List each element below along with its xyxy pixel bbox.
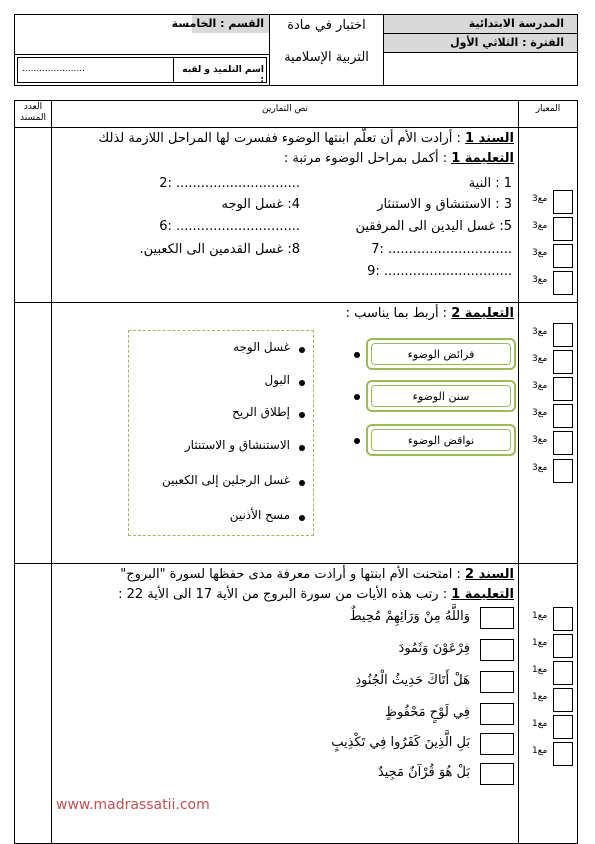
order-answer-box[interactable] xyxy=(480,703,514,725)
score-checkbox[interactable] xyxy=(553,404,573,428)
item-label: غسل الرجلين إلى الكعبين xyxy=(161,473,290,487)
criterion-mark: مع1 xyxy=(532,719,548,729)
score-checkbox[interactable] xyxy=(553,607,573,631)
item-dot[interactable] xyxy=(299,347,305,353)
step-8: 8: غسل القدمين الى الكعبين. xyxy=(139,242,300,257)
instruction-3: التعليمة 1 : رتب هذه الأيات من سورة البروج من الأية 17 الى الأية 22 : xyxy=(118,587,514,602)
student-name-label: اسم التلميذ و لقبه : xyxy=(182,65,264,85)
step-7-blank[interactable]: 7: .............................. xyxy=(371,242,512,257)
item-label: غسل الوجه xyxy=(233,340,290,354)
col-score-header: العدد المسند xyxy=(20,102,46,123)
score-checkbox[interactable] xyxy=(553,688,573,712)
order-answer-box[interactable] xyxy=(480,733,514,755)
criterion-mark: مع3 xyxy=(532,248,548,258)
step-3: 3 : الاستنشاق و الاستنثار xyxy=(377,197,512,212)
criterion-mark: مع3 xyxy=(532,275,548,285)
score-checkbox[interactable] xyxy=(553,244,573,268)
category-box: نواقض الوضوء xyxy=(366,424,516,456)
verse: وَاللَّهُ مِنْ وَرَائِهِمْ مُحِيطٌ xyxy=(349,609,470,624)
category-dot[interactable] xyxy=(354,394,360,400)
score-checkbox[interactable] xyxy=(553,190,573,214)
criterion-mark: مع3 xyxy=(532,327,548,337)
score-checkbox[interactable] xyxy=(553,323,573,347)
website-link[interactable]: www.madrassatii.com xyxy=(56,797,210,813)
class-label: القسم : الخامسة xyxy=(171,17,264,30)
item-label: إطلاق الريح xyxy=(232,405,290,419)
order-answer-box[interactable] xyxy=(480,763,514,785)
order-answer-box[interactable] xyxy=(480,639,514,661)
col-text-header: نص التمارين xyxy=(262,104,308,114)
score-checkbox[interactable] xyxy=(553,634,573,658)
student-name-field[interactable]: ...................... xyxy=(22,64,85,74)
period-label: الفترة : الثلاثي الأول xyxy=(450,36,564,49)
criterion-mark: مع3 xyxy=(532,463,548,473)
school-name: المدرسة الابتدائية xyxy=(468,17,564,30)
criterion-mark: مع1 xyxy=(532,746,548,756)
score-checkbox[interactable] xyxy=(553,459,573,483)
criterion-mark: مع3 xyxy=(532,221,548,231)
instruction-2: التعليمة 2 : أربط بما يناسب : xyxy=(345,306,514,321)
category-box: فرائض الوضوء xyxy=(366,338,516,370)
item-dot[interactable] xyxy=(299,380,305,386)
exam-title-line2: التربية الإسلامية xyxy=(284,50,369,65)
verse: فِرْعَوْنَ وَثَمُودَ xyxy=(398,641,470,656)
step-1: 1 : النية xyxy=(468,176,512,191)
criterion-mark: مع3 xyxy=(532,194,548,204)
sanad-1: السند 1 : أرادت الأم أن تعلّم ابنتها الوضوء ففسرت لها المراحل اللازمة لذلك xyxy=(98,131,514,146)
order-answer-box[interactable] xyxy=(480,607,514,629)
score-checkbox[interactable] xyxy=(553,661,573,685)
criterion-mark: مع3 xyxy=(532,408,548,418)
criterion-mark: مع1 xyxy=(532,638,548,648)
score-checkbox[interactable] xyxy=(553,217,573,241)
score-checkbox[interactable] xyxy=(553,431,573,455)
criterion-mark: مع1 xyxy=(532,692,548,702)
step-4: 4: غسل الوجه xyxy=(221,197,300,212)
item-dot[interactable] xyxy=(299,412,305,418)
score-checkbox[interactable] xyxy=(553,350,573,374)
category-dot[interactable] xyxy=(354,438,360,444)
step-2-blank[interactable]: 2: .............................. xyxy=(159,176,300,191)
col-criteria-header: المعيار xyxy=(535,104,561,114)
verse: بَلِ الَّذِينَ كَفَرُوا فِي تَكْذِيبٍ xyxy=(331,735,470,750)
item-dot[interactable] xyxy=(299,515,305,521)
item-label: البول xyxy=(264,373,290,387)
step-6-blank[interactable]: 6: .............................. xyxy=(159,219,300,234)
exam-title-line1: اختبار في مادة xyxy=(287,18,366,33)
score-checkbox[interactable] xyxy=(553,715,573,739)
criterion-mark: مع3 xyxy=(532,354,548,364)
step-9-blank[interactable]: 9: ............................... xyxy=(367,264,512,279)
score-checkbox[interactable] xyxy=(553,742,573,766)
item-label: مسح الأذنين xyxy=(229,508,290,522)
verse: فِي لَوْحٍ مَحْفُوظٍ xyxy=(384,705,470,720)
category-dot[interactable] xyxy=(354,352,360,358)
step-5: 5: غسل اليدين الى المرفقين xyxy=(355,219,512,234)
criterion-mark: مع1 xyxy=(532,611,548,621)
verse: هَلْ أَتَاكَ حَدِيثُ الْجُنُودِ xyxy=(355,673,470,688)
instruction-1: التعليمة 1 : أكمل بمراحل الوضوء مرتبة : xyxy=(283,151,514,166)
score-checkbox[interactable] xyxy=(553,271,573,295)
item-dot[interactable] xyxy=(299,445,305,451)
verse: بَلْ هُوَ قُرْآنٌ مَجِيدٌ xyxy=(377,765,470,780)
item-label: الاستنشاق و الاستنثار xyxy=(184,438,290,452)
category-box: سنن الوضوء xyxy=(366,380,516,412)
sanad-2: السند 2 : امتحنت الأم ابنتها و أرادت معرفة مدى حفظها لسورة "البروج" xyxy=(120,567,514,582)
criterion-mark: مع3 xyxy=(532,381,548,391)
criterion-mark: مع1 xyxy=(532,665,548,675)
item-dot[interactable] xyxy=(299,480,305,486)
score-checkbox[interactable] xyxy=(553,377,573,401)
items-frame xyxy=(128,330,314,536)
criterion-mark: مع3 xyxy=(532,435,548,445)
order-answer-box[interactable] xyxy=(480,671,514,693)
